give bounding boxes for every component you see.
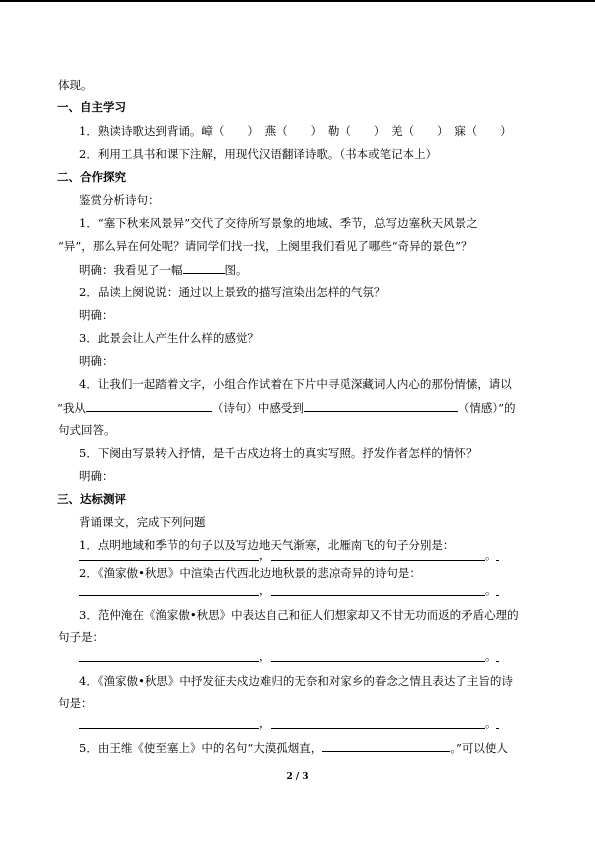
section-3-intro: 背诵课文，完成下列问题 <box>79 515 206 529</box>
answer-line[interactable] <box>271 595 485 596</box>
section-2-question-5-answer: 明确： <box>79 469 114 483</box>
section-3-heading: 三、达标测评 <box>57 492 126 506</box>
section-3-question-4-line-2: 句是： <box>58 696 93 710</box>
period: 。 <box>485 649 497 663</box>
answer-line[interactable] <box>271 728 485 729</box>
section-1-heading: 一、自主学习 <box>57 100 126 114</box>
middle-text: （诗句）中感受到 <box>211 401 304 415</box>
answer-prefix: 明确：我看见了一幅 <box>79 263 183 277</box>
comma: ， <box>259 548 271 562</box>
section-3-question-2: 2．《渔家傲•秋思》中渲染古代西北边地秋景的悲凉奇异的诗句是： <box>79 566 421 580</box>
line-tail <box>496 728 499 729</box>
period: 。 <box>485 548 497 562</box>
section-2-heading: 二、合作探究 <box>57 170 126 184</box>
period: 。 <box>485 583 497 597</box>
section-1-question-2: 2．利用工具书和课下注解，用现代汉语翻译诗歌。（书本或笔记本上） <box>79 147 438 161</box>
answer-line[interactable] <box>79 595 259 596</box>
quote-open-text: “我从 <box>57 401 86 415</box>
section-2-question-1-line-1: 1．“塞下秋来风景异”交代了交待所写景象的地域、季节，总写边塞秋天风景之 <box>79 216 478 230</box>
section-3-question-3-line-2: 句子是： <box>58 630 104 644</box>
section-2-question-1-answer <box>79 262 248 277</box>
period: 。 <box>485 716 497 730</box>
answer-line[interactable] <box>79 560 259 561</box>
end-text: （情感）”的 <box>457 401 516 415</box>
section-1-question-1: 1．熟读诗歌达到背诵。嶂（ ） 燕（ ） 勒（ ） 羌（ ） 寐（ ） <box>79 124 512 138</box>
section-2-question-2-answer: 明确： <box>79 308 114 322</box>
section-3-question-3-line-1: 3．范仲淹在《渔家傲•秋思》中表达自己和征人们想家却又不甘无功而返的矛盾心理的 <box>79 608 519 622</box>
fill-blank-emotion[interactable] <box>304 400 458 412</box>
answer-line[interactable] <box>271 661 485 662</box>
section-3-question-1: 1．点明地域和季节的句子以及写边地天气渐寒，北雁南飞的句子分别是： <box>79 538 455 552</box>
section-3-question-4-line-1: 4．《渔家傲•秋思》中抒发征夫戍边难归的无奈和对家乡的眷念之情且表达了主旨的诗 <box>79 674 513 688</box>
section-2-question-5: 5．下阕由写景转入抒情，是千古戍边将士的真实写照。抒发作者怎样的情怀？ <box>79 446 478 460</box>
fill-blank[interactable] <box>322 740 450 752</box>
comma: ， <box>259 649 271 663</box>
answer-line[interactable] <box>271 560 485 561</box>
answer-line[interactable] <box>79 728 259 729</box>
question-text-end: 。”可以使人 <box>450 741 508 755</box>
comma: ， <box>259 716 271 730</box>
section-2-intro: 鉴赏分析诗句： <box>79 193 160 207</box>
question-text: 5．由王维《使至塞上》中的名句“大漠孤烟直， <box>79 741 323 755</box>
section-3-question-5 <box>79 740 508 755</box>
fill-blank[interactable] <box>183 262 225 274</box>
section-2-question-2: 2．品读上阕说说：通过以上景致的描写渲染出怎样的气氛？ <box>79 285 386 299</box>
section-2-question-3: 3．此景会让人产生什么样的感觉？ <box>79 331 259 345</box>
section-2-question-4-line-1: 4．让我们一起踏着文字，小组合作试着在下片中寻觅深藏词人内心的那份情愫，请以 <box>79 377 512 391</box>
answer-line[interactable] <box>79 661 259 662</box>
page-top-border <box>0 0 595 2</box>
comma: ， <box>259 583 271 597</box>
section-2-question-4-line-3: 句式回答。 <box>58 423 116 437</box>
line-tail <box>496 560 499 561</box>
answer-suffix: 图。 <box>224 263 248 277</box>
section-2-question-4-line-2 <box>57 400 516 415</box>
continued-text: 体现。 <box>58 78 93 92</box>
section-2-question-3-answer: 明确： <box>79 354 114 368</box>
page-number: 2 / 3 <box>286 772 309 782</box>
fill-blank-poem-line[interactable] <box>86 400 212 412</box>
line-tail <box>496 595 499 596</box>
section-2-question-1-line-2: “异”，那么异在何处呢？请同学们找一找，上阕里我们看见了哪些“奇异的景色”？ <box>58 239 473 253</box>
line-tail <box>496 661 499 662</box>
